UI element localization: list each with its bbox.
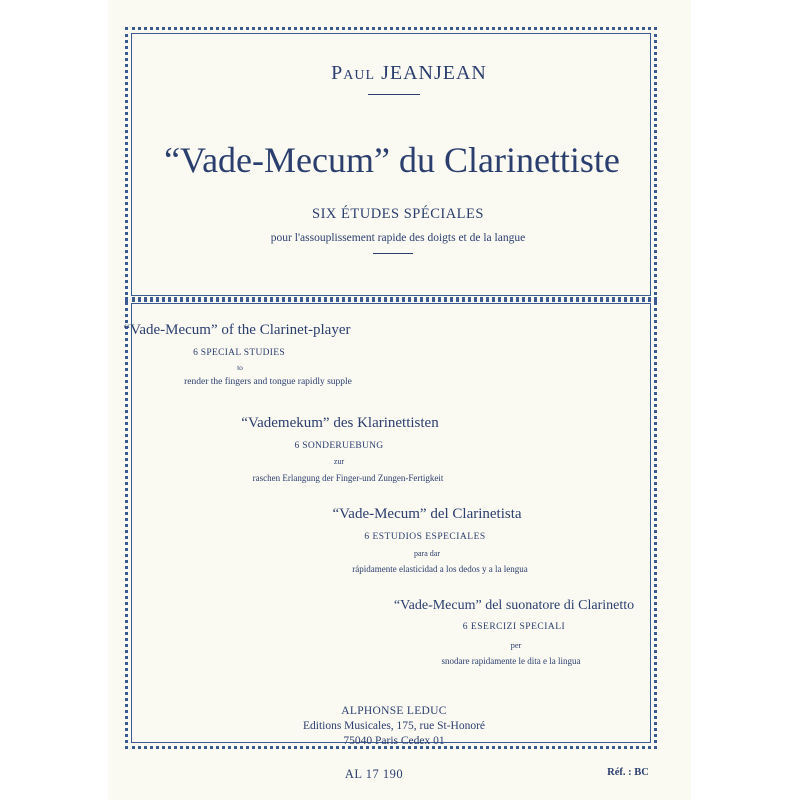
english-connector: to	[237, 363, 243, 372]
main-title: “Vade-Mecum” du Clarinettiste	[164, 140, 620, 180]
title-divider	[373, 253, 413, 254]
english-description: render the fingers and tongue rapidly supple	[184, 377, 352, 387]
spanish-subtitle: 6 ESTUDIOS ESPECIALES	[364, 532, 486, 542]
bottom-decorative-frame	[125, 297, 657, 749]
german-title: “Vademekum” des Klarinettisten	[241, 415, 439, 431]
german-subtitle: 6 SONDERUEBUNG	[294, 441, 384, 451]
english-subtitle: 6 SPECIAL STUDIES	[193, 348, 285, 358]
spanish-title: “Vade-Mecum” del Clarinetista	[332, 506, 522, 522]
german-connector: zur	[333, 457, 345, 466]
spanish-description: rápidamente elasticidad a los dedos y a la lengua	[352, 564, 528, 574]
publisher-name: ALPHONSE LEDUC	[341, 705, 447, 717]
publisher-address-line2: 75040 Paris Cedex 01	[343, 735, 445, 747]
main-subtitle: SIX ÉTUDES SPÉCIALES	[312, 206, 484, 222]
italian-subtitle: 6 ESERCIZI SPECIALI	[462, 622, 566, 632]
italian-description: snodare rapidamente le dita e la lingua	[441, 656, 581, 666]
english-title: “Vade-Mecum” of the Clarinet-player	[123, 322, 351, 338]
author-divider	[368, 94, 420, 95]
italian-title: “Vade-Mecum” del suonatore di Clarinetto	[393, 598, 635, 613]
italian-connector: per	[510, 640, 522, 650]
spanish-connector: para dar	[414, 549, 440, 558]
reference-code: Réf. : BC	[607, 767, 649, 778]
author-last-name: JEANJEAN	[381, 62, 487, 84]
author-first-name: Paul	[331, 62, 376, 84]
author-name	[331, 62, 487, 85]
german-description: raschen Erlangung der Finger-und Zungen-Fertigkeit	[252, 473, 444, 483]
catalog-number: AL 17 190	[344, 767, 404, 781]
main-description: pour l'assouplissement rapide des doigts et de la langue	[270, 232, 526, 244]
publisher-address-line1: Editions Musicales, 175, rue St-Honoré	[302, 720, 486, 732]
